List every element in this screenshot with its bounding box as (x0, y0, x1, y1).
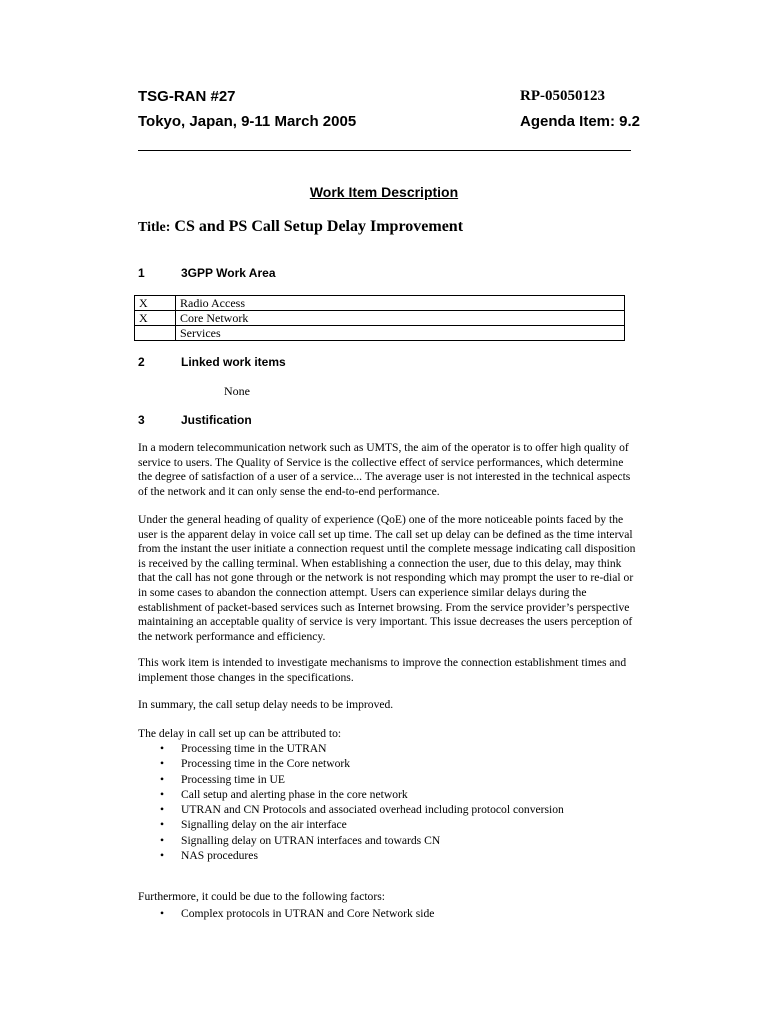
list-item: • UTRAN and CN Protocols and associated overhead including protocol conversion (138, 802, 564, 817)
justification-paragraph-3: This work item is intended to investigate mechanisms to improve the connection establishment times and implement those changes in the specifications. (138, 656, 627, 684)
work-area-mark: X (135, 311, 176, 326)
meeting-name: TSG-RAN #27 (138, 88, 236, 105)
list-item: • Processing time in UE (138, 772, 564, 787)
work-area-label: Services (176, 326, 625, 341)
table-row (135, 326, 625, 341)
header-divider (138, 150, 631, 151)
delay-causes-list (138, 741, 564, 863)
list-item: • Signalling delay on UTRAN interfaces and towards CN (138, 833, 564, 848)
table-row (135, 296, 625, 311)
title-text: CS and PS Call Setup Delay Improvement (174, 218, 464, 235)
justification-paragraph-4: In summary, the call setup delay needs to be improved. (138, 698, 394, 711)
list-item: • Complex protocols in UTRAN and Core Network side (138, 906, 434, 921)
list-item: • NAS procedures (138, 848, 564, 863)
list-item: • Processing time in the Core network (138, 756, 564, 771)
justification-paragraph-6: Furthermore, it could be due to the following factors: (138, 890, 385, 903)
work-area-label: Radio Access (176, 296, 625, 311)
agenda-item: Agenda Item: 9.2 (520, 113, 641, 130)
justification-paragraph-5: The delay in call set up can be attributed to: (138, 727, 342, 740)
factors-list (138, 906, 434, 921)
justification-paragraph-2: Under the general heading of quality of experience (QoE) one of the more noticeable points faced by the user is the apparent delay in voice call set up time. The call set up delay can be defined as the time interval from the instant the user initiate a connection request until the complete message indicating call disposition is received by the calling terminal. When establishing a connection the user, due to this delay, may think that the call has not gone through or the network is not responding which may prompt the user to re-dial or in some cases to abandon the connection attempt. Users can experience similar delays during the establishment of packet-based services such as Internet browsing. From the service provider’s perspective maintaining an acceptable quality of service is very important. This issue decreases the users perception of the network performance and efficiency. (138, 513, 636, 643)
list-item: • Call setup and alerting phase in the core network (138, 787, 564, 802)
work-area-label: Core Network (176, 311, 625, 326)
justification-paragraph-1: In a modern telecommunication network such as UMTS, the aim of the operator is to offer high quality of service to users. The Quality of Service is the collective effect of service performances, which determine the degree of satisfaction of a user of a service... The average user is not interested in the technical aspects of the network and it can only sense the end-to-end performance. (138, 441, 631, 498)
meeting-location-date: Tokyo, Japan, 9-11 March 2005 (138, 113, 357, 130)
work-area-mark (135, 326, 176, 341)
list-item: • Signalling delay on the air interface (138, 817, 564, 832)
document-page: TSG-RAN #27 RP-05050123 Tokyo, Japan, 9-11 March 2005 Agenda Item: 9.2 Work Item Description Title: CS and PS Call Setup Delay Improvement 1 3GPP Work Area X Radio Access X Core Network Services 2 Linked work items None 3 Justification In a modern telecommunication network such as UMTS, the aim of the operator is to offer high quality of service to users. The Quality of Service is the collective effect of service performances, which determine the degree of satisfaction of a user of a service... The average user is not interested in the technical aspects of the network and it can only sense the end-to-end performance. Under the general heading of quality of experience (QoE) one of the more noticeable points faced by the user is the apparent delay in voice call set up time. The call set up delay can be defined as the time interval from the instant the user initiate a connection request until the complete message indicating call disposition is received by the calling terminal. When establishing a connection the user, due to this delay, may think that the call has not gone through or the network is not responding which may prompt the user to re-dial or in some cases to abandon the connection attempt. Users can experience similar delays during the establishment of packet-based services such as Internet browsing. From the service provider’s perspective maintaining an acceptable quality of service is very important. This issue decreases the users perception of the network performance and efficiency. This work item is intended to investigate mechanisms to improve the connection establishment times and implement those changes in the specifications. In summary, the call setup delay needs to be improved. The delay in call set up can be attributed to: • Processing time in the UTRAN • Processing time in the Core network • Processing time in UE • Call setup and alerting phase in the core network • UTRAN and CN Protocols and associated overhead including protocol conversion • Signalling delay on the air interface • Signalling delay on UTRAN interfaces and towards CN • NAS procedures Furthermore, it could be due to the following factors: • Complex protocols in UTRAN and Core Network side (0, 0, 768, 1024)
table-row (135, 311, 625, 326)
document-title (138, 218, 463, 236)
title-label: Title: (138, 220, 171, 235)
list-item: • Processing time in the UTRAN (138, 741, 564, 756)
document-heading: Work Item Description (309, 184, 459, 200)
work-area-table (134, 295, 625, 341)
document-number: RP-05050123 (520, 88, 605, 104)
work-area-mark: X (135, 296, 176, 311)
linked-items-value: None (224, 384, 250, 398)
